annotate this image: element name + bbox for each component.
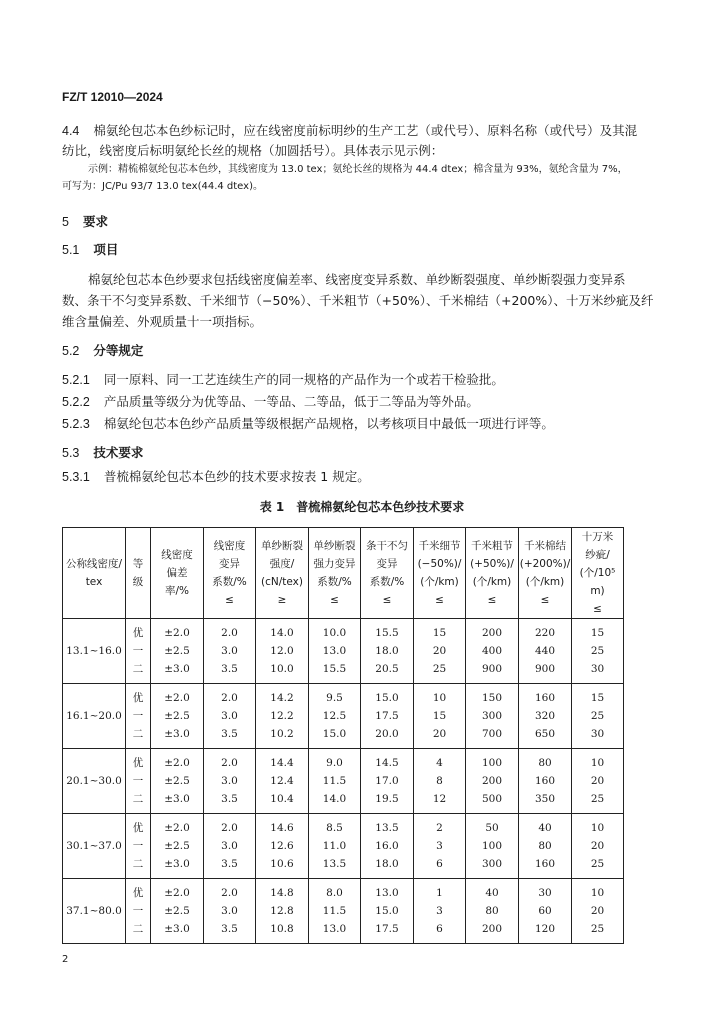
value: 25 [590, 793, 605, 805]
value-cell [466, 749, 519, 814]
value: 900 [534, 663, 556, 675]
value-cell [256, 879, 309, 944]
clause-number: 5.3.1 [62, 470, 90, 484]
density-range: 16.1~20.0 [63, 684, 126, 749]
value: 220 [534, 627, 556, 639]
value: 30 [590, 728, 605, 740]
value-cell [204, 619, 256, 684]
value: 8.0 [326, 887, 343, 899]
value-cell [572, 879, 624, 944]
value: 15 [590, 692, 605, 704]
value: 40 [538, 822, 552, 834]
value: 17.0 [375, 775, 399, 787]
value: 15.5 [375, 627, 399, 639]
value: 440 [534, 645, 556, 657]
table-row [63, 879, 624, 944]
value: 25 [590, 923, 605, 935]
value-cell [256, 814, 309, 879]
value: ±3.0 [164, 663, 190, 675]
clause-text: 同一原料、同一工艺连续生产的同一规格的产品作为一个或若干检验批。 [103, 372, 504, 387]
value: 12.2 [270, 710, 294, 722]
value: 3.0 [221, 905, 238, 917]
value: 160 [534, 858, 556, 870]
value: 10.0 [270, 663, 294, 675]
column-header [572, 528, 624, 619]
clause-5-2-3 [62, 416, 554, 432]
value: 6 [436, 923, 443, 935]
grade-cell [126, 749, 151, 814]
value: 9.5 [326, 692, 343, 704]
value: 20 [590, 775, 605, 787]
header-text: 强度/ [269, 558, 295, 570]
value: 10.8 [270, 923, 294, 935]
value: 10 [590, 887, 605, 899]
value: 80 [485, 905, 499, 917]
value-cell [466, 619, 519, 684]
value-cell [414, 814, 466, 879]
value: 10 [432, 692, 447, 704]
value: 20 [590, 905, 605, 917]
value: 10 [590, 822, 605, 834]
value-cell [466, 814, 519, 879]
value: 200 [481, 775, 503, 787]
density-range: 20.1~30.0 [63, 749, 126, 814]
value: 17.5 [375, 923, 399, 935]
technical-requirements-table [62, 527, 624, 944]
value: 500 [481, 793, 503, 805]
value-cell [204, 749, 256, 814]
value: 650 [534, 728, 556, 740]
header-text: 变异 [376, 558, 398, 570]
section-title: 要求 [82, 214, 108, 229]
value: 3.0 [221, 775, 238, 787]
clause-5-3-1 [62, 469, 370, 485]
value-cell [414, 684, 466, 749]
value-cell [204, 879, 256, 944]
section-title: 分等规定 [93, 343, 144, 358]
value-cell [151, 814, 204, 879]
section-title: 项目 [93, 242, 119, 257]
value: 15.5 [322, 663, 347, 675]
value: 50 [485, 822, 499, 834]
value-cell [204, 814, 256, 879]
clause-5-2-2 [62, 394, 479, 410]
value: 11.5 [322, 905, 347, 917]
value: 13.0 [375, 887, 399, 899]
value-cell [151, 879, 204, 944]
grade-label: 一 [132, 840, 144, 852]
value-cell [309, 619, 361, 684]
value: 15 [432, 627, 447, 639]
header-text: ≤ [225, 594, 234, 606]
value-cell [572, 749, 624, 814]
value-cell [361, 749, 414, 814]
grade-label: 一 [132, 645, 144, 657]
header-text: (+50%)/ [470, 558, 514, 570]
value: 300 [481, 858, 503, 870]
value: ±3.0 [164, 793, 190, 805]
header-text: 率/% [164, 585, 189, 597]
value-cell [256, 684, 309, 749]
clause-4-4-cont: 纺比，线密度后标明氨纶长丝的规格（加圆括号）。具体表示见示例： [62, 143, 444, 158]
value: 10.0 [322, 627, 347, 639]
value: 20 [432, 645, 447, 657]
table-row [63, 814, 624, 879]
section-number: 5.1 [62, 243, 80, 257]
value: 30 [538, 887, 552, 899]
section-5-3-heading [62, 445, 143, 461]
column-header [204, 528, 256, 619]
value-cell [519, 684, 572, 749]
header-text: 系数/% [212, 576, 247, 588]
value-cell [414, 749, 466, 814]
header-text: 变异 [219, 558, 240, 570]
header-text: 纱疵/ [585, 549, 610, 561]
header-text: ≤ [435, 594, 444, 606]
header-text: (个/km) [420, 576, 459, 588]
header-text: 线密度 [213, 540, 246, 552]
section-number: 5.3 [62, 446, 80, 460]
value: 200 [481, 923, 503, 935]
value: 15.0 [322, 728, 347, 740]
value: 17.5 [375, 710, 399, 722]
value: 160 [534, 775, 556, 787]
value: 3.5 [221, 663, 238, 675]
density-range: 30.1~37.0 [63, 814, 126, 879]
clause-number: 5.2.3 [62, 417, 90, 431]
value-cell [572, 619, 624, 684]
value: ±2.5 [164, 840, 190, 852]
header-text: 千米粗节 [471, 540, 513, 552]
value-cell [572, 684, 624, 749]
value: 12 [432, 793, 447, 805]
section-5-2-heading [62, 343, 143, 359]
header-text: ≤ [540, 594, 550, 606]
grade-label: 一 [132, 905, 144, 917]
header-text: 系数/% [317, 576, 352, 588]
table-row [63, 749, 624, 814]
header-text: (+200%)/ [519, 558, 571, 570]
value: 25 [590, 858, 605, 870]
column-header [309, 528, 361, 619]
grade-label: 二 [132, 663, 144, 675]
value-cell [309, 879, 361, 944]
value: 3 [436, 905, 443, 917]
value: 2.0 [221, 887, 238, 899]
header-text: 十万米 [581, 531, 614, 543]
header-text: ≤ [593, 603, 602, 615]
header-text: 系数/% [369, 576, 405, 588]
value: ±2.0 [164, 692, 190, 704]
grade-cell [126, 814, 151, 879]
value: ±3.0 [164, 923, 190, 935]
page-number: 2 [62, 954, 69, 965]
value: 3.0 [221, 710, 238, 722]
value: 3 [436, 840, 443, 852]
column-header [256, 528, 309, 619]
header-text: 偏差 [166, 567, 188, 579]
grade-label: 优 [132, 757, 144, 769]
value: 10.6 [270, 858, 294, 870]
value-cell [309, 684, 361, 749]
grade-label: 二 [132, 858, 144, 870]
header-text: (cN/tex) [261, 576, 303, 588]
value: 300 [481, 710, 503, 722]
table-header-row [63, 528, 624, 619]
header-text: 千米细节 [418, 540, 461, 552]
value: 2 [436, 822, 443, 834]
value: 15 [590, 627, 605, 639]
value: 3.5 [221, 728, 238, 740]
section-number: 5.2 [62, 344, 80, 358]
value-cell [361, 814, 414, 879]
value: 3.0 [221, 840, 238, 852]
header-text: 等 [132, 558, 144, 570]
value: 25 [590, 645, 605, 657]
header-text: 线密度 [161, 549, 193, 561]
column-header [466, 528, 519, 619]
header-text: 公称线密度/ [65, 558, 123, 570]
value: 80 [538, 757, 552, 769]
value: 25 [590, 710, 605, 722]
value: 13.5 [375, 822, 399, 834]
clause-text: 普梳棉氨纶包芯本色纱的技术要求按表 1 规定。 [103, 469, 370, 484]
value: ±2.0 [164, 757, 190, 769]
value: 12.6 [270, 840, 294, 852]
value: 18.0 [375, 645, 399, 657]
value: 150 [481, 692, 503, 704]
value: 10 [590, 757, 605, 769]
value-cell [519, 814, 572, 879]
value: ±2.5 [164, 710, 190, 722]
clause-text: 棉氨纶包芯本色纱产品质量等级根据产品规格，以考核项目中最低一项进行评等。 [103, 416, 554, 431]
value: 11.5 [322, 775, 347, 787]
grade-cell [126, 619, 151, 684]
header-text: 强力变异 [313, 558, 356, 570]
value-cell [361, 619, 414, 684]
value: 20.0 [375, 728, 399, 740]
value: 100 [481, 757, 503, 769]
value: 15.0 [375, 692, 399, 704]
grade-label: 优 [132, 692, 144, 704]
value: 14.0 [322, 793, 347, 805]
value: 18.0 [375, 858, 399, 870]
value-cell [151, 749, 204, 814]
section-title: 技术要求 [93, 445, 144, 460]
value: ±3.0 [164, 858, 190, 870]
value: 14.8 [270, 887, 294, 899]
value: 12.5 [322, 710, 347, 722]
value: 11.0 [322, 840, 347, 852]
value-cell [414, 619, 466, 684]
value-cell [466, 684, 519, 749]
value: 12.8 [270, 905, 294, 917]
clause-number: 4.4 [62, 124, 80, 138]
value: 2.0 [221, 627, 238, 639]
value: 20.5 [375, 663, 399, 675]
column-header [63, 528, 126, 619]
column-header [361, 528, 414, 619]
header-text: 条干不匀 [366, 540, 408, 552]
table-row [63, 684, 624, 749]
value: 9.0 [326, 757, 343, 769]
value: 2.0 [221, 692, 238, 704]
column-header [519, 528, 572, 619]
value: 40 [485, 887, 499, 899]
value: 19.5 [375, 793, 399, 805]
grade-label: 一 [132, 775, 144, 787]
header-text: (个/10⁵ m) [579, 567, 616, 597]
header-text: 级 [132, 576, 144, 588]
value: 350 [534, 793, 556, 805]
value-cell [256, 619, 309, 684]
value: 4 [436, 757, 443, 769]
value: 10.4 [270, 793, 294, 805]
header-text: ≤ [487, 594, 497, 606]
value: 12.0 [270, 645, 294, 657]
section-5-heading [62, 214, 108, 230]
value: 14.0 [270, 627, 294, 639]
value-cell [151, 684, 204, 749]
value: ±2.5 [164, 645, 190, 657]
header-text: 千米棉结 [524, 540, 566, 552]
value-cell [361, 879, 414, 944]
para-line-3: 维含量偏差、外观质量十一项指标。 [62, 314, 263, 329]
value: 15.0 [375, 905, 399, 917]
table-caption: 表 1 普梳棉氨纶包芯本色纱技术要求 [259, 500, 465, 514]
value-cell [519, 619, 572, 684]
grade-label: 二 [132, 793, 144, 805]
value: 30 [590, 663, 605, 675]
value: ±2.5 [164, 775, 190, 787]
para-line-1: 棉氨纶包芯本色纱要求包括线密度偏差率、线密度变异系数、单纱断裂强度、单纱断裂强力变异系 [88, 272, 626, 287]
value: ±2.0 [164, 822, 190, 834]
value: 2.0 [221, 822, 238, 834]
value: 700 [481, 728, 503, 740]
grade-label: 二 [132, 923, 144, 935]
value: 6 [436, 858, 443, 870]
value: 25 [432, 663, 447, 675]
para-line-2: 数、条干不匀变异系数、千米细节（−50%）、千米粗节（+50%）、千米棉结（+200%）、十万米纱疵及纤 [62, 293, 654, 308]
grade-cell [126, 684, 151, 749]
value: 1 [436, 887, 443, 899]
value: 14.6 [270, 822, 294, 834]
value: 14.5 [375, 757, 399, 769]
value: ±2.0 [164, 627, 190, 639]
value: 120 [534, 923, 556, 935]
density-range: 37.1~80.0 [63, 879, 126, 944]
grade-label: 一 [132, 710, 144, 722]
header-text: (个/km) [525, 576, 565, 588]
value-cell [309, 814, 361, 879]
header-text: ≤ [382, 594, 392, 606]
grade-label: 优 [132, 822, 144, 834]
value: 60 [538, 905, 552, 917]
example-line-1: 示例：精梳棉氨纶包芯本色纱，其线密度为 13.0 tex；氨纶长丝的规格为 44.4 dtex；棉含量为 93%，氨纶含量为 7%， [88, 164, 628, 175]
value: 160 [534, 692, 556, 704]
value: 80 [538, 840, 552, 852]
table-row [63, 619, 624, 684]
column-header [414, 528, 466, 619]
clause-5-2-1 [62, 372, 504, 388]
value: 12.4 [270, 775, 294, 787]
clause-text: 棉氨纶包芯本色纱标记时，应在线密度前标明纱的生产工艺（或代号）、原料名称（或代号）及其混 [93, 123, 638, 138]
value-cell [519, 749, 572, 814]
header-text: ≤ [330, 594, 339, 606]
value-cell [519, 879, 572, 944]
clause-text: 产品质量等级分为优等品、一等品、二等品，低于二等品为等外品。 [103, 394, 479, 409]
clause-4-4 [62, 123, 637, 139]
value: 8 [436, 775, 443, 787]
header-text: tex [85, 576, 103, 588]
value: 3.5 [221, 923, 238, 935]
value: 100 [481, 840, 503, 852]
value-cell [309, 749, 361, 814]
value: 14.4 [270, 757, 294, 769]
clause-number: 5.2.2 [62, 395, 90, 409]
document-id: FZ/T 12010—2024 [62, 90, 163, 104]
section-5-1-heading [62, 242, 118, 258]
clause-number: 5.2.1 [62, 373, 90, 387]
value: 400 [481, 645, 503, 657]
column-header [126, 528, 151, 619]
value: 3.5 [221, 793, 238, 805]
value: 3.5 [221, 858, 238, 870]
value: ±3.0 [164, 728, 190, 740]
value: 13.0 [322, 645, 347, 657]
value: 200 [481, 627, 503, 639]
header-text: (个/km) [472, 576, 512, 588]
value: 320 [534, 710, 556, 722]
value: 15 [432, 710, 447, 722]
column-header [151, 528, 204, 619]
value-cell [361, 684, 414, 749]
value: 8.5 [326, 822, 343, 834]
section-number: 5 [62, 215, 69, 229]
value-cell [572, 814, 624, 879]
value: ±2.0 [164, 887, 190, 899]
value: 900 [481, 663, 503, 675]
header-text: 单纱断裂 [261, 540, 303, 552]
example-line-2: 可写为：JC/Pu 93/7 13.0 tex(44.4 dtex)。 [62, 181, 263, 192]
value-cell [466, 879, 519, 944]
density-range: 13.1~16.0 [63, 619, 126, 684]
value: 13.5 [322, 858, 347, 870]
value: 13.0 [322, 923, 347, 935]
value-cell [414, 879, 466, 944]
grade-cell [126, 879, 151, 944]
header-text: ≥ [277, 594, 287, 606]
header-text: 单纱断裂 [313, 540, 356, 552]
value: 2.0 [221, 757, 238, 769]
value: 16.0 [375, 840, 399, 852]
value-cell [256, 749, 309, 814]
value: 14.2 [270, 692, 294, 704]
value-cell [204, 684, 256, 749]
grade-label: 优 [132, 627, 144, 639]
value: 20 [590, 840, 605, 852]
value-cell [151, 619, 204, 684]
value: 20 [432, 728, 447, 740]
grade-label: 优 [132, 887, 144, 899]
grade-label: 二 [132, 728, 144, 740]
value: 3.0 [221, 645, 238, 657]
header-text: (−50%)/ [417, 558, 462, 570]
value: ±2.5 [164, 905, 190, 917]
value: 10.2 [270, 728, 294, 740]
